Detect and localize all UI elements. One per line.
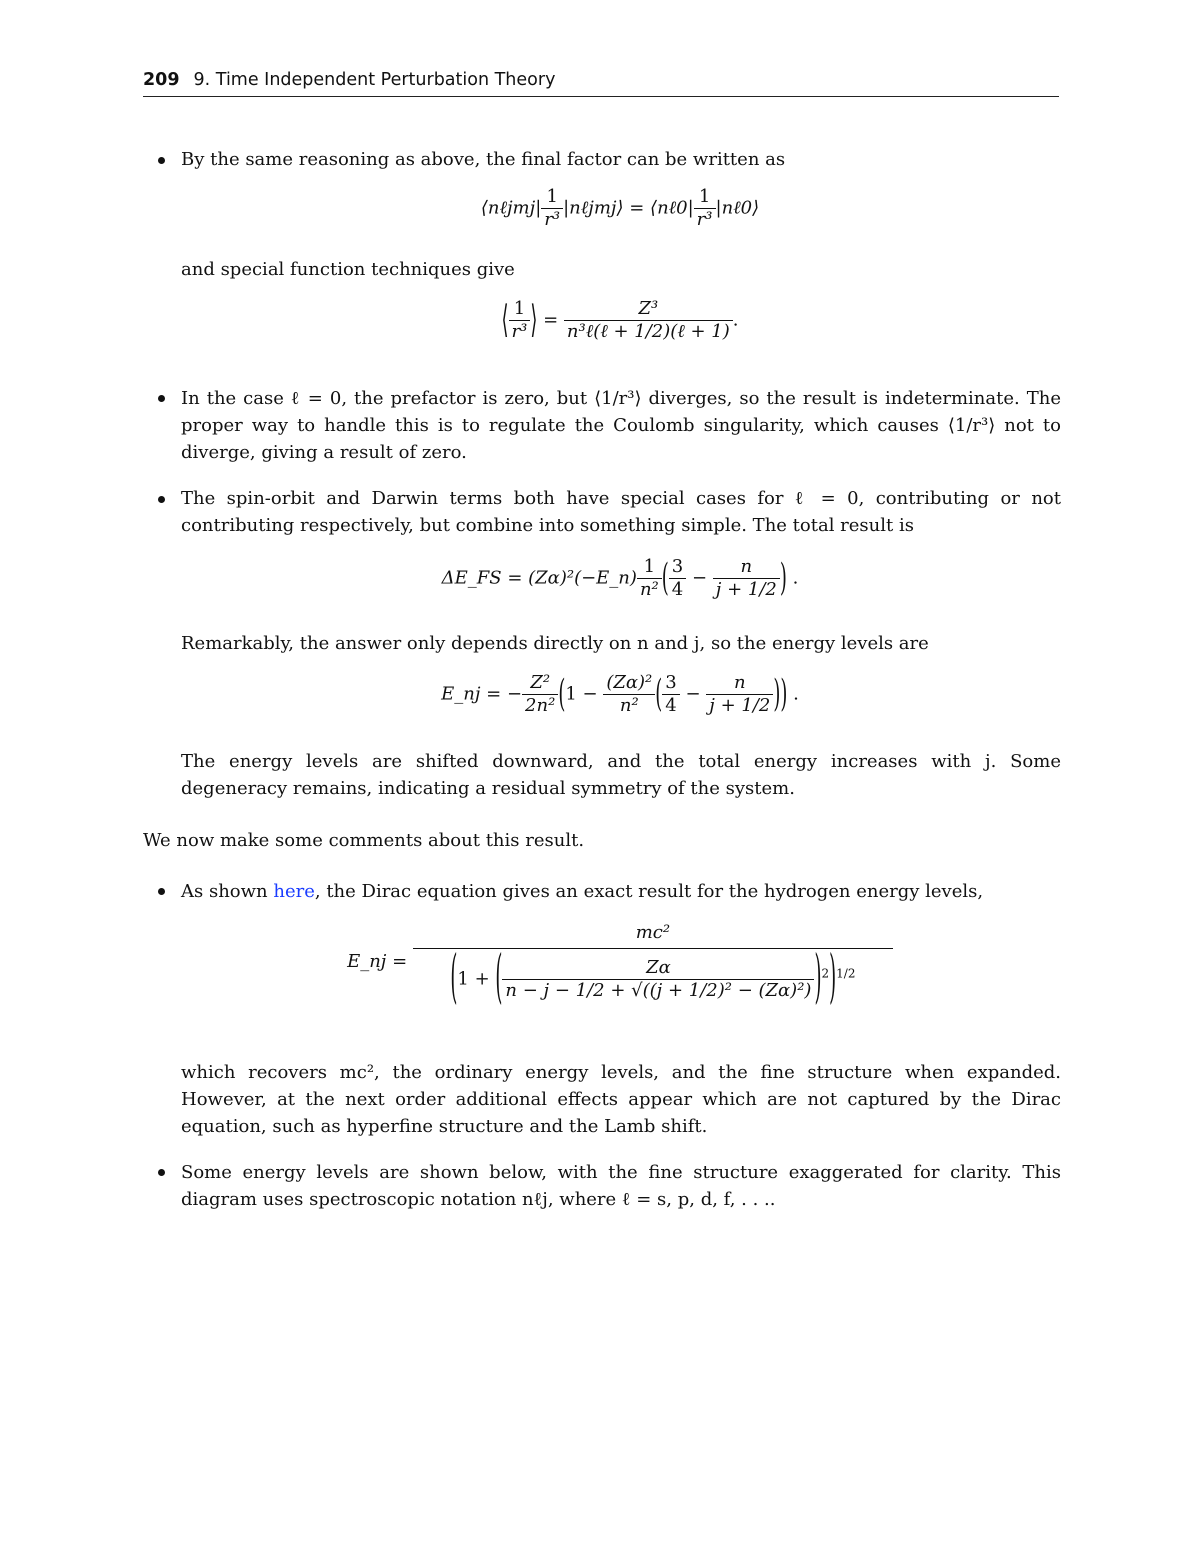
comment-text: We now make some comments about this result. <box>143 830 585 851</box>
special-function-text: and special function techniques give <box>181 259 515 280</box>
remarkably-text: Remarkably, the answer only depends directly on n and j, so the energy levels are <box>181 633 929 654</box>
equation-dirac-exact: E_nj = mc² (1 + ( $\frac{Z\alpha}{\text{n − j − 1/2 + √((j + 1/2)² − (Zα)²)}}$ )$^2$)$^{1/2}$ <box>330 922 910 1002</box>
bullet-5-text: Some energy levels are shown below, with the fine structure exaggerated for clarity. This diagram uses spectroscopic notation nℓj, where ℓ = s, p, d, f, . . .. <box>181 1162 1061 1210</box>
bullet-4 <box>158 888 165 895</box>
shifted-downward-text: The energy levels are shifted downward, and the total energy increases with j. Some degeneracy remains, indicating a residual symmetry of the system. <box>181 751 1061 799</box>
bullet-3 <box>158 496 165 503</box>
bullet-1-text: By the same reasoning as above, the final factor can be written as <box>181 149 786 170</box>
chapter-title: 9. Time Independent Perturbation Theory <box>193 70 556 90</box>
equation-inverse-r-cubed: ⟨ $\frac{1}{\text{r³}}$ ⟩ = $\frac{\text{Z³}}{\text{n³ℓ(ℓ + 1/2)(ℓ + 1)}}$ . <box>501 298 739 343</box>
here-link[interactable]: here <box>273 881 315 902</box>
bullet-2-text: In the case ℓ = 0, the prefactor is zero, but ⟨1/r³⟩ diverges, so the result is indeterminate. The proper way to handle this is to regulate the Coulomb singularity, which causes ⟨1/r³⟩ not to diverge, giving a result of zero. <box>181 388 1061 463</box>
bullet-3-text: The spin-orbit and Darwin terms both have special cases for ℓ = 0, contributing or not contributing respectively, but combine into something simple. The total result is <box>181 488 1061 536</box>
equation-expectation-identity: ⟨nℓjmj| $\frac{1}{\text{r³}}$ |nℓjmj⟩ = ⟨nℓ0| $\frac{1}{\text{r³}}$ |nℓ0⟩ <box>480 186 760 230</box>
equation-fine-structure-shift: ΔE_FS = (Zα)²(−E_n) $\frac{1}{\text{n²}}$ ( $\frac{3}{4}$ − $\frac{n}{j + 1/2}$ ) . <box>441 556 799 601</box>
dirac-recovers-text: which recovers mc², the ordinary energy levels, and the fine structure when expanded. However, at the next order additional effects appear which are not captured by the Dirac equation, such as hyperfine structure and the Lamb shift. <box>181 1062 1061 1137</box>
bullet-1 <box>158 157 165 164</box>
page-header <box>143 70 1059 97</box>
bullet-5 <box>158 1169 165 1176</box>
equation-energy-levels: E_nj = − $\frac{\text{Z²}}{\text{2n²}}$ (1 − $\frac{\text{(Zα)²}}{\text{n²}}$ ( $\frac{3}{4}$ − $\frac{n}{j + 1/2}$ )) . <box>441 672 799 717</box>
bullet-4-text: As shown here, the Dirac equation gives an exact result for the hydrogen energy levels, <box>181 881 984 902</box>
page-number: 209 <box>143 70 180 90</box>
bullet-2 <box>158 395 165 402</box>
